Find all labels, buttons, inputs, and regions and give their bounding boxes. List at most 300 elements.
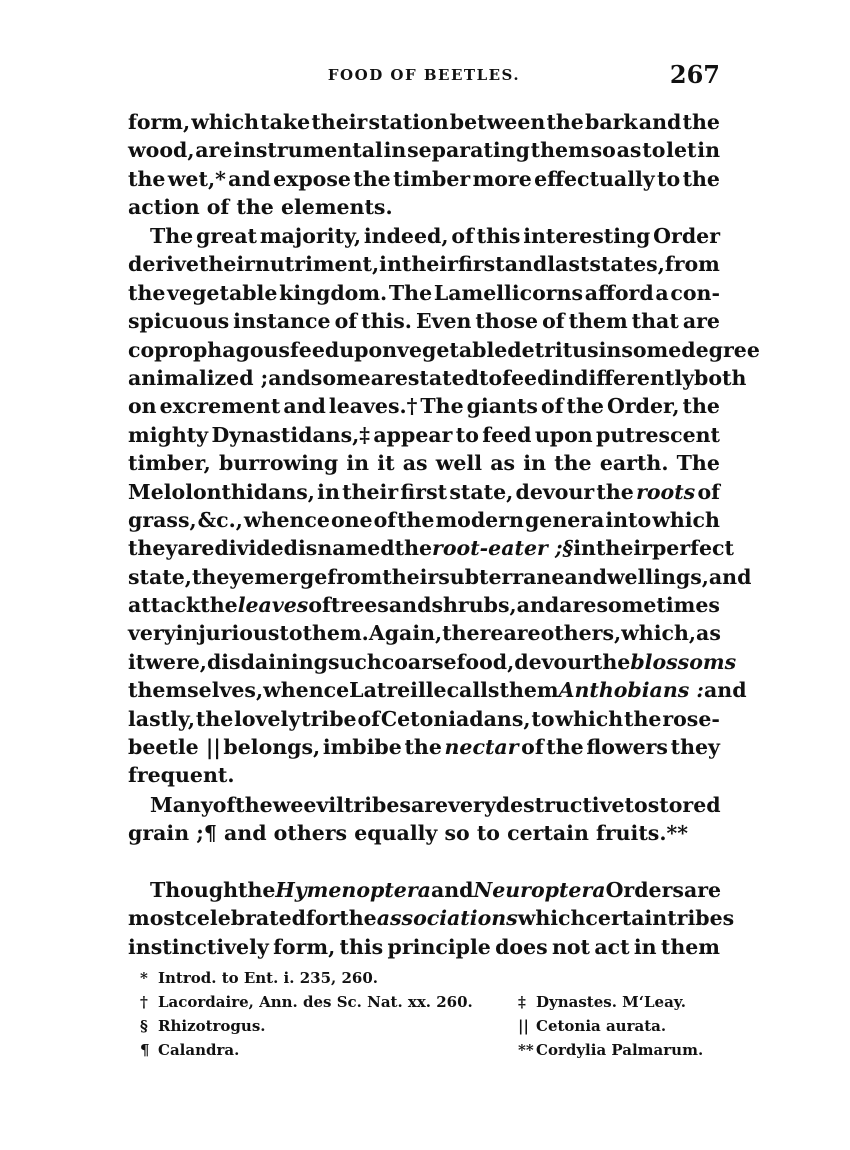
word: them bbox=[499, 678, 559, 703]
word: The bbox=[150, 224, 194, 248]
word: not bbox=[551, 934, 591, 959]
word: lastly, bbox=[128, 706, 195, 731]
word: in bbox=[383, 138, 407, 163]
word: subterranean bbox=[438, 564, 593, 589]
text-line bbox=[128, 705, 720, 733]
word: leaves.† bbox=[328, 394, 418, 419]
word: wood, bbox=[128, 138, 195, 163]
word: burrowing bbox=[218, 451, 339, 476]
word: does bbox=[495, 934, 548, 959]
word: their bbox=[342, 479, 399, 504]
footnote-text: Calandra. bbox=[158, 1041, 240, 1059]
word: form, bbox=[273, 934, 336, 959]
word: weevil bbox=[272, 793, 344, 817]
word: the bbox=[596, 479, 634, 504]
word: into bbox=[605, 507, 652, 532]
word: food, bbox=[456, 649, 515, 674]
word: animalized ; bbox=[128, 365, 269, 390]
word: indifferently bbox=[551, 365, 695, 390]
word: are bbox=[503, 621, 541, 646]
word: the bbox=[353, 166, 391, 191]
word: in bbox=[523, 451, 546, 476]
word: whence bbox=[243, 507, 330, 532]
word: giants bbox=[466, 394, 538, 419]
word: degree bbox=[681, 337, 760, 362]
word: them bbox=[530, 138, 590, 163]
text-line bbox=[128, 648, 737, 676]
text-line bbox=[128, 108, 720, 136]
word: beetle || bbox=[128, 735, 221, 760]
word: first bbox=[457, 252, 505, 277]
word: con- bbox=[670, 280, 720, 305]
text-line bbox=[128, 222, 720, 250]
word: of bbox=[334, 309, 358, 334]
word: to bbox=[279, 621, 303, 646]
word: take bbox=[260, 110, 311, 134]
word: those bbox=[475, 309, 539, 334]
word: and bbox=[704, 678, 747, 703]
word: and bbox=[638, 110, 682, 134]
word: Again, bbox=[368, 621, 443, 646]
word: Hymenoptera bbox=[275, 878, 431, 902]
footnote-row bbox=[140, 1038, 720, 1062]
footnote-calandra bbox=[140, 1038, 518, 1062]
word: shrubs, bbox=[431, 593, 517, 618]
word: to bbox=[479, 365, 503, 390]
word: the bbox=[237, 878, 276, 902]
word: Dynastidans,‡ bbox=[211, 422, 371, 447]
word: some bbox=[310, 365, 371, 390]
word: expose bbox=[273, 166, 351, 191]
text-line bbox=[128, 676, 747, 704]
word: associations bbox=[376, 906, 518, 931]
word: as bbox=[616, 138, 642, 163]
word: one bbox=[330, 507, 373, 532]
word: timber, bbox=[128, 451, 211, 476]
word: instinctively bbox=[128, 934, 269, 959]
word: it bbox=[128, 649, 146, 674]
word: which bbox=[555, 706, 624, 731]
word: leaves bbox=[237, 593, 309, 618]
word: Orders bbox=[605, 878, 684, 902]
word: they bbox=[670, 735, 720, 760]
word: upon bbox=[534, 422, 593, 447]
word: Lamellicorns bbox=[433, 280, 584, 305]
footnote-intro bbox=[140, 966, 518, 990]
word: to bbox=[642, 138, 666, 163]
word: tribe bbox=[301, 706, 357, 731]
word: they bbox=[128, 536, 178, 561]
text-line bbox=[128, 819, 720, 847]
word: upon bbox=[339, 337, 398, 362]
word: the bbox=[236, 195, 274, 220]
footnote-text: Cetonia aurata. bbox=[536, 1017, 667, 1035]
word: they bbox=[191, 564, 242, 589]
word: certain bbox=[507, 821, 589, 846]
text-line bbox=[128, 193, 720, 221]
word: in bbox=[346, 451, 370, 476]
word: to bbox=[624, 793, 648, 817]
word: blossoms bbox=[630, 649, 737, 674]
word: flowers bbox=[586, 735, 668, 760]
word: and bbox=[430, 878, 474, 902]
word: calls bbox=[446, 678, 500, 703]
word: of bbox=[373, 507, 397, 532]
word: in bbox=[697, 138, 720, 163]
word: were, bbox=[145, 649, 207, 674]
word: trees bbox=[330, 593, 389, 618]
text-line bbox=[128, 761, 720, 789]
paragraph-1 bbox=[128, 108, 720, 222]
word: great bbox=[196, 224, 257, 248]
footnotes bbox=[140, 966, 720, 1062]
word: others bbox=[273, 821, 348, 846]
word: are bbox=[195, 138, 233, 163]
word: to bbox=[476, 821, 500, 846]
text-line bbox=[128, 478, 720, 506]
word: divided bbox=[214, 536, 299, 561]
word: as bbox=[490, 451, 516, 476]
footnote-mark: * bbox=[140, 969, 148, 987]
footnote-text: Cordylia Palmarum. bbox=[536, 1041, 704, 1059]
word: of bbox=[697, 479, 720, 504]
word: so bbox=[444, 821, 470, 846]
word: that bbox=[631, 309, 679, 334]
footnote-mark: ** bbox=[518, 1041, 534, 1059]
word: nutriment, bbox=[255, 252, 380, 277]
word: for bbox=[306, 906, 340, 931]
word: are bbox=[410, 793, 449, 817]
word: attack bbox=[128, 593, 201, 618]
footnote-cetonia bbox=[518, 1014, 720, 1038]
word: excrement bbox=[159, 394, 281, 419]
word: states, bbox=[589, 252, 665, 277]
word: are bbox=[559, 593, 597, 618]
word: in bbox=[598, 337, 622, 362]
footnote-mark: † bbox=[140, 993, 148, 1011]
text-line bbox=[128, 534, 734, 562]
word: afford bbox=[584, 280, 654, 305]
word: whence bbox=[263, 678, 350, 703]
word: form, bbox=[128, 110, 191, 134]
word: which bbox=[652, 507, 720, 532]
footnote-text: Lacordaire, Ann. des Sc. Nat. xx. 260. bbox=[158, 993, 473, 1011]
footnote-text: Rhizotrogus. bbox=[158, 1017, 266, 1035]
word: their bbox=[198, 252, 255, 277]
text-line bbox=[128, 876, 720, 904]
word: very bbox=[448, 793, 496, 817]
word: the bbox=[682, 166, 720, 191]
word: of bbox=[308, 593, 331, 618]
word: of bbox=[206, 195, 230, 220]
word: the bbox=[546, 110, 584, 134]
word: appear bbox=[373, 422, 453, 447]
word: to bbox=[531, 706, 555, 731]
footnote-rhizotrogus bbox=[140, 1014, 518, 1038]
word: which bbox=[517, 906, 586, 931]
word: some bbox=[621, 337, 682, 362]
word: the bbox=[128, 166, 166, 191]
word: interesting bbox=[523, 224, 651, 248]
word: root-eater ;§ bbox=[432, 536, 574, 561]
word: and bbox=[708, 564, 752, 589]
footnote-row bbox=[140, 1014, 720, 1038]
word: the bbox=[235, 793, 273, 817]
word: genera bbox=[524, 507, 605, 532]
text-line bbox=[128, 279, 720, 307]
word: and bbox=[283, 394, 326, 419]
word: belongs, bbox=[223, 735, 321, 760]
word: in bbox=[379, 252, 402, 277]
word: derive bbox=[128, 252, 199, 277]
text-line bbox=[128, 165, 720, 193]
word: timber bbox=[393, 166, 471, 191]
word: Order bbox=[653, 224, 720, 248]
footnote-row bbox=[140, 990, 720, 1014]
word: instrumental bbox=[233, 138, 383, 163]
word: vegetable bbox=[397, 337, 508, 362]
word: mighty bbox=[128, 422, 209, 447]
footnote-mark: || bbox=[518, 1017, 529, 1035]
word: stored bbox=[647, 793, 721, 817]
footnote-mark: ‡ bbox=[518, 993, 526, 1011]
word: devour bbox=[514, 649, 593, 674]
word: kingdom. bbox=[279, 280, 388, 305]
word: to bbox=[455, 422, 479, 447]
word: last bbox=[547, 252, 590, 277]
word: separating bbox=[407, 138, 530, 163]
word: well bbox=[435, 451, 483, 476]
footnote-text: Introd. to Ent. i. 235, 260. bbox=[158, 969, 378, 987]
paragraph-3 bbox=[128, 791, 720, 848]
text-line bbox=[128, 421, 720, 449]
word: frequent. bbox=[128, 763, 235, 788]
word: Cetoniadans, bbox=[380, 706, 531, 731]
text-line bbox=[128, 250, 720, 278]
word: effectually bbox=[534, 166, 655, 191]
word: and bbox=[224, 821, 267, 846]
footnote-row bbox=[140, 966, 720, 990]
word: the bbox=[397, 507, 435, 532]
text-line bbox=[128, 933, 720, 961]
word: Neuroptera bbox=[473, 878, 606, 902]
word: first bbox=[400, 479, 448, 504]
word: their bbox=[401, 252, 458, 277]
word: and bbox=[504, 252, 548, 277]
word: equally bbox=[354, 821, 438, 846]
word: Though bbox=[150, 878, 238, 902]
word: grain ;¶ bbox=[128, 821, 217, 846]
word: the bbox=[624, 706, 662, 731]
word: a bbox=[655, 280, 669, 305]
word: this. bbox=[361, 309, 412, 334]
word: dwellings, bbox=[592, 564, 709, 589]
word: modern bbox=[435, 507, 524, 532]
footnote-mark: § bbox=[140, 1017, 148, 1035]
word: putrescent bbox=[596, 422, 720, 447]
word: of bbox=[212, 793, 236, 817]
text-line bbox=[128, 449, 720, 477]
running-head-title: FOOD OF BEETLES. bbox=[327, 66, 521, 84]
word: the bbox=[592, 649, 631, 674]
word: of bbox=[357, 706, 380, 731]
word: as bbox=[402, 451, 428, 476]
word: this bbox=[339, 934, 384, 959]
text-line bbox=[128, 619, 720, 647]
word: tribes bbox=[667, 906, 735, 931]
text-line bbox=[128, 506, 720, 534]
word: and bbox=[516, 593, 560, 618]
word: the bbox=[195, 706, 234, 731]
text-line bbox=[128, 791, 720, 819]
word: between bbox=[449, 110, 546, 134]
word: so bbox=[590, 138, 616, 163]
text-line bbox=[128, 904, 735, 932]
word: more bbox=[472, 166, 532, 191]
word: certain bbox=[585, 906, 668, 931]
paragraph-2 bbox=[128, 222, 760, 790]
word: from bbox=[327, 564, 383, 589]
word: celebrated bbox=[184, 906, 306, 931]
word: Latreille bbox=[349, 678, 447, 703]
text-line bbox=[128, 336, 760, 364]
word: state, bbox=[128, 564, 192, 589]
word: The bbox=[676, 451, 720, 476]
word: this bbox=[476, 224, 521, 248]
word: &c., bbox=[197, 507, 243, 532]
word: feed bbox=[289, 337, 340, 362]
word: sometimes bbox=[596, 593, 720, 618]
word: action bbox=[128, 195, 200, 220]
word: and bbox=[388, 593, 432, 618]
word: as bbox=[696, 621, 721, 646]
word: their bbox=[382, 564, 439, 589]
word: tribes bbox=[343, 793, 411, 817]
word: coarse bbox=[381, 649, 457, 674]
word: their bbox=[595, 536, 652, 561]
word: them bbox=[568, 309, 628, 334]
word: fruits.** bbox=[596, 821, 688, 846]
word: lovely bbox=[234, 706, 301, 731]
word: devour bbox=[515, 479, 595, 504]
word: feed bbox=[502, 365, 552, 390]
word: imbibe bbox=[322, 735, 402, 760]
word: of bbox=[451, 224, 474, 248]
word: are bbox=[683, 878, 722, 902]
word: of bbox=[542, 309, 565, 334]
word: The bbox=[420, 394, 464, 419]
text-line bbox=[128, 307, 720, 335]
word: rose- bbox=[662, 706, 720, 731]
word: Melolonthidans, bbox=[128, 479, 315, 504]
word: which bbox=[191, 110, 260, 134]
word: are bbox=[682, 309, 720, 334]
word: there bbox=[442, 621, 504, 646]
word: it bbox=[377, 451, 395, 476]
word: indeed, bbox=[363, 224, 449, 248]
word: earth. bbox=[599, 451, 669, 476]
word: the bbox=[554, 451, 592, 476]
text-line bbox=[128, 392, 720, 420]
word: wet,* bbox=[167, 166, 226, 191]
word: the bbox=[682, 110, 720, 134]
word: them bbox=[660, 934, 720, 959]
text-line bbox=[128, 364, 747, 392]
word: and bbox=[268, 365, 311, 390]
word: Order, bbox=[606, 394, 680, 419]
word: emerge bbox=[241, 564, 328, 589]
text-line bbox=[128, 591, 720, 619]
footnote-mark: ¶ bbox=[140, 1041, 150, 1059]
word: from bbox=[664, 252, 720, 277]
word: named bbox=[317, 536, 395, 561]
word: such bbox=[327, 649, 382, 674]
word: Even bbox=[415, 309, 472, 334]
word: grass, bbox=[128, 507, 197, 532]
word: feed bbox=[482, 422, 532, 447]
word: roots bbox=[636, 479, 696, 504]
word: act bbox=[594, 934, 630, 959]
word: on bbox=[128, 394, 157, 419]
word: the bbox=[682, 394, 720, 419]
word: Many bbox=[150, 793, 213, 817]
word: bark bbox=[585, 110, 638, 134]
word: injurious bbox=[175, 621, 280, 646]
word: coprophagous bbox=[128, 337, 290, 362]
word: in bbox=[633, 934, 657, 959]
word: majority, bbox=[259, 224, 362, 248]
word: are bbox=[370, 365, 408, 390]
text-line bbox=[128, 563, 752, 591]
word: which, bbox=[621, 621, 697, 646]
footnote-cordylia bbox=[518, 1038, 720, 1062]
word: spicuous bbox=[128, 309, 230, 334]
word: the bbox=[404, 735, 442, 760]
word: in bbox=[317, 479, 340, 504]
word: disdaining bbox=[206, 649, 328, 674]
word: themselves, bbox=[128, 678, 264, 703]
word: their bbox=[311, 110, 368, 134]
word: the bbox=[128, 280, 166, 305]
word: both bbox=[694, 365, 747, 390]
page-number: 267 bbox=[669, 60, 720, 89]
word: stated bbox=[407, 365, 480, 390]
word: them. bbox=[302, 621, 369, 646]
footnote-lacordaire bbox=[140, 990, 518, 1014]
word: very bbox=[128, 621, 176, 646]
word: the bbox=[394, 536, 433, 561]
running-head bbox=[128, 60, 720, 90]
word: let bbox=[666, 138, 697, 163]
footnote-dynastes bbox=[518, 990, 720, 1014]
word: state, bbox=[449, 479, 514, 504]
text-line bbox=[128, 733, 720, 761]
word: to bbox=[657, 166, 681, 191]
word: of bbox=[541, 394, 564, 419]
word: detritus bbox=[507, 337, 599, 362]
word: the bbox=[566, 394, 604, 419]
word: station bbox=[368, 110, 449, 134]
word: The bbox=[388, 280, 433, 305]
word: is bbox=[298, 536, 318, 561]
word: the bbox=[200, 593, 238, 618]
word: in bbox=[573, 536, 596, 561]
word: destructive bbox=[495, 793, 625, 817]
word: nectar bbox=[444, 735, 519, 760]
word: perfect bbox=[651, 536, 734, 561]
word: most bbox=[128, 906, 185, 931]
word: the bbox=[339, 906, 377, 931]
